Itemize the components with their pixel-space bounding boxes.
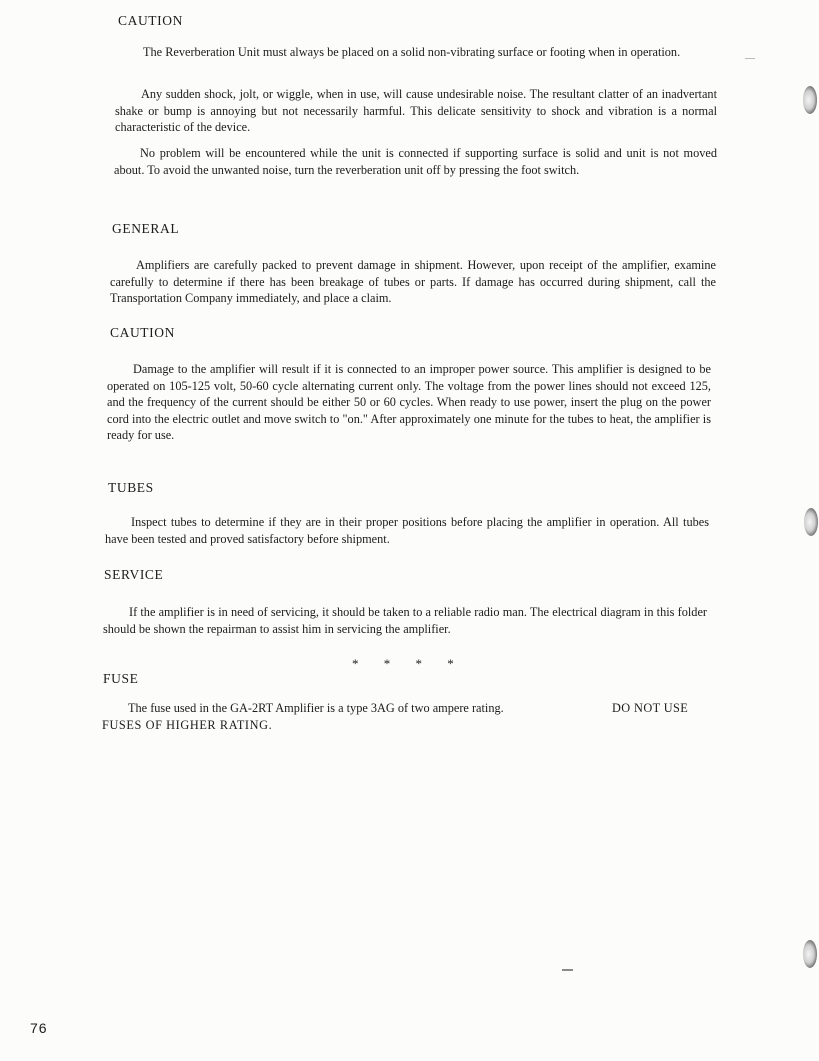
section-heading-general: GENERAL [112,221,180,236]
section-paragraph: No problem will be encountered while the unit is connected if supporting surface is solid and unit is not moved about. To avoid the unwanted noise, turn the reverberation unit off by pressing the foot switch. [114,146,717,177]
punch-hole-icon [803,86,817,114]
section-heading-service: SERVICE [104,567,164,582]
page-number: 76 [30,1020,48,1036]
fuse-warning-end: FUSES OF HIGHER RATING. [102,717,273,732]
fuse-text: The fuse used in the GA-2RT Amplifier is a type 3AG of two ampere rating. [128,701,504,715]
section-paragraph: Damage to the amplifier will result if it is connected to an improper power source. This amplifier is designed to be operated on 105-125 volt, 50-60 cycle alternating current only. The voltage from the power lines should not exceed 125, and the frequency of the current should be either 50 or 60 cycles. When ready to use power, insert the plug on the power cord into the electric outlet and move switch to "on." After approximately one minute for the tubes to heat, the amplifier is ready for use. [107,362,711,442]
section-heading-tubes: TUBES [108,480,154,495]
section-paragraph: Inspect tubes to determine if they are in their proper positions before placing the amplifier in operation. All tubes have been tested and proved satisfactory before shipment. [105,515,709,546]
section-heading-caution: CAUTION [118,13,183,28]
section-paragraph: Amplifiers are carefully packed to prevent damage in shipment. However, upon receipt of the amplifier, examine carefully to determine if there has been breakage of tubes or parts. If damage has occurred during shipment, call the Transportation Company immediately, and place a claim. [110,258,716,305]
punch-hole-icon [804,508,818,536]
section-paragraph: If the amplifier is in need of servicing, it should be taken to a reliable radio man. The electrical diagram in this folder should be shown the repairman to assist him in servicing the amplifier. [103,605,707,636]
section-paragraph: Any sudden shock, jolt, or wiggle, when in use, will cause undesirable noise. The resultant clatter of an inadvertant shake or bump is annoying but not necessarily harmful. This delicate sensitivity to shock and vibration is a normal characteristic of the device. [115,87,717,134]
section-heading-caution-power: CAUTION [110,325,175,340]
section-heading-fuse: FUSE [103,671,139,686]
fuse-warning-start: DO NOT USE [612,701,689,715]
section-paragraph: The Reverberation Unit must always be placed on a solid non-vibrating surface or footing when in operation. [143,45,681,59]
punch-hole-icon [803,940,817,968]
section-separator: * * * * [352,656,465,671]
scan-speck [745,58,755,59]
scan-speck [562,969,573,971]
fuse-paragraph [102,700,710,733]
